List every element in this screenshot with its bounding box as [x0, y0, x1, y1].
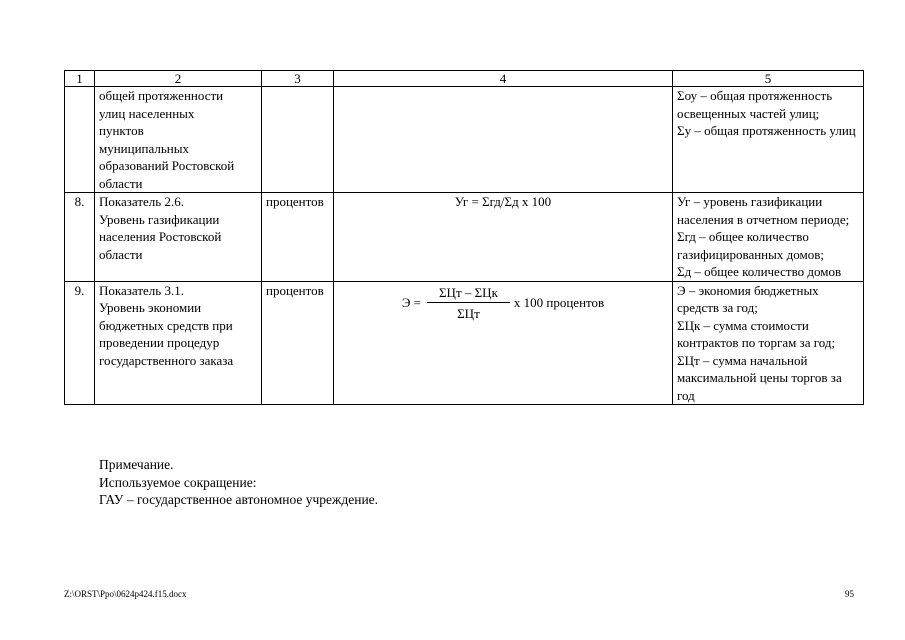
indicator-name: Показатель 3.1. Уровень экономии бюджетных средств при проведении процедур государственного заказа: [95, 281, 262, 405]
indicator-unit: процентов: [262, 193, 334, 282]
header-col-2: 2: [95, 71, 262, 87]
indicator-formula: [334, 281, 673, 405]
note-line: Используемое сокращение:: [99, 474, 257, 490]
formula-lhs: Э =: [401, 294, 421, 310]
note-block: [99, 456, 378, 509]
header-col-5: 5: [673, 71, 864, 87]
footer-file-path: Z:\ORST\Ppo\0624p424.f15.docx: [64, 589, 187, 599]
header-col-4: 4: [334, 71, 673, 87]
note-line: ГАУ – государственное автономное учреждение.: [99, 492, 379, 507]
row-number: 9.: [65, 281, 95, 405]
table-row: [65, 281, 864, 405]
indicator-description: Уг – уровень газификации населения в отчетном периоде; Σгд – общее количество газифицированных домов; Σд – общее количество домов: [673, 193, 864, 282]
formula-denominator: ΣЦт: [457, 305, 480, 321]
indicator-name: Показатель 2.6. Уровень газификации населения Ростовской области: [95, 193, 262, 282]
indicator-description: Σоу – общая протяженность освещенных частей улиц; Σу – общая протяженность улиц: [673, 87, 864, 193]
table-row: [65, 193, 864, 282]
indicator-unit: [262, 87, 334, 193]
indicator-name: общей протяженности улиц населенных пунктов муниципальных образований Ростовской области: [95, 87, 262, 193]
table-header-row: [65, 71, 864, 87]
note-title: Примечание.: [99, 457, 174, 472]
fraction: [427, 284, 510, 322]
indicators-table: [64, 70, 864, 405]
fraction-formula: [402, 284, 604, 322]
row-number: [65, 87, 95, 193]
formula-numerator: ΣЦт – ΣЦк: [427, 284, 510, 303]
header-col-3: 3: [262, 71, 334, 87]
indicator-formula: [334, 87, 673, 193]
indicator-description: Э – экономия бюджетных средств за год; ΣЦк – сумма стоимости контрактов по торгам за год; ΣЦт – сумма начальной максимальной цены торгов за год: [673, 281, 864, 405]
indicator-formula: Уг = Σгд/Σд x 100: [334, 193, 673, 282]
table-row: [65, 87, 864, 193]
page-number: 95: [845, 589, 854, 599]
header-col-1: 1: [65, 71, 95, 87]
row-number: 8.: [65, 193, 95, 282]
formula-rhs: x 100 процентов: [513, 294, 605, 310]
indicator-unit: процентов: [262, 281, 334, 405]
